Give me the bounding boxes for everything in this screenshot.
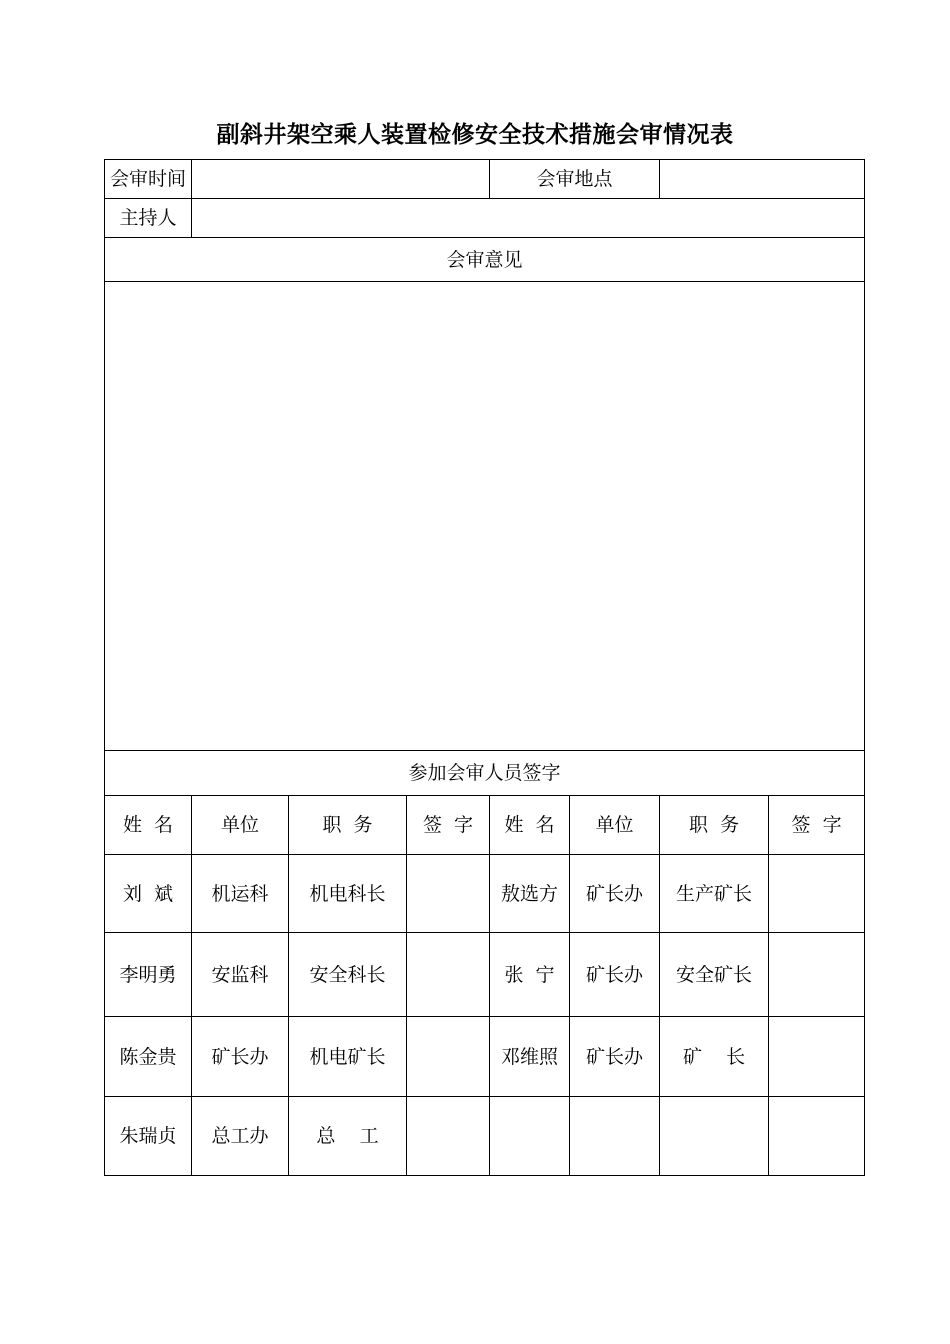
header-signature-1: 签 字 xyxy=(407,796,490,855)
person-position: 总 工 xyxy=(289,1097,407,1176)
person-unit: 矿长办 xyxy=(570,933,660,1017)
person-unit: 总工办 xyxy=(192,1097,289,1176)
signature-cell[interactable] xyxy=(407,1017,490,1097)
person-unit: 安监科 xyxy=(192,933,289,1017)
time-value-cell[interactable] xyxy=(192,160,490,199)
person-position: 机电矿长 xyxy=(289,1017,407,1097)
form-title: 副斜井架空乘人装置检修安全技术措施会审情况表 xyxy=(216,121,734,148)
review-form-table xyxy=(104,159,865,1176)
person-name: 李明勇 xyxy=(105,933,192,1017)
signature-row xyxy=(105,1097,865,1176)
time-label: 会审时间 xyxy=(105,160,192,199)
host-value-cell[interactable] xyxy=(192,199,865,238)
opinion-heading-row xyxy=(105,238,865,282)
header-name-1: 姓 名 xyxy=(105,796,192,855)
signature-cell[interactable] xyxy=(769,855,865,933)
opinion-content-row xyxy=(105,282,865,751)
signature-header-row xyxy=(105,796,865,855)
person-position: 生产矿长 xyxy=(660,855,769,933)
header-unit-2: 单位 xyxy=(570,796,660,855)
header-unit-1: 单位 xyxy=(192,796,289,855)
person-unit xyxy=(570,1097,660,1176)
place-label: 会审地点 xyxy=(490,160,660,199)
meta-row-host xyxy=(105,199,865,238)
meta-row-time-place xyxy=(105,160,865,199)
person-position: 安全科长 xyxy=(289,933,407,1017)
place-value-cell[interactable] xyxy=(660,160,865,199)
person-unit: 机运科 xyxy=(192,855,289,933)
signature-cell[interactable] xyxy=(769,1017,865,1097)
person-name: 朱瑞贞 xyxy=(105,1097,192,1176)
signature-row xyxy=(105,933,865,1017)
header-name-2: 姓 名 xyxy=(490,796,570,855)
signature-row xyxy=(105,1017,865,1097)
person-position: 机电科长 xyxy=(289,855,407,933)
signature-cell[interactable] xyxy=(407,855,490,933)
person-name: 刘 斌 xyxy=(105,855,192,933)
person-position: 安全矿长 xyxy=(660,933,769,1017)
signature-heading: 参加会审人员签字 xyxy=(105,751,865,796)
host-label: 主持人 xyxy=(105,199,192,238)
signature-cell[interactable] xyxy=(407,1097,490,1176)
person-unit: 矿长办 xyxy=(570,1017,660,1097)
person-name: 敖选方 xyxy=(490,855,570,933)
header-position-1: 职 务 xyxy=(289,796,407,855)
person-unit: 矿长办 xyxy=(570,855,660,933)
signature-cell[interactable] xyxy=(407,933,490,1017)
signature-cell[interactable] xyxy=(769,1097,865,1176)
signature-row xyxy=(105,855,865,933)
person-position xyxy=(660,1097,769,1176)
header-signature-2: 签 字 xyxy=(769,796,865,855)
signature-heading-row xyxy=(105,751,865,796)
person-name: 陈金贵 xyxy=(105,1017,192,1097)
person-name: 张 宁 xyxy=(490,933,570,1017)
person-name xyxy=(490,1097,570,1176)
person-position: 矿 长 xyxy=(660,1017,769,1097)
person-unit: 矿长办 xyxy=(192,1017,289,1097)
opinion-heading: 会审意见 xyxy=(105,238,865,282)
opinion-content-cell[interactable] xyxy=(105,282,865,751)
signature-cell[interactable] xyxy=(769,933,865,1017)
person-name: 邓维照 xyxy=(490,1017,570,1097)
header-position-2: 职 务 xyxy=(660,796,769,855)
